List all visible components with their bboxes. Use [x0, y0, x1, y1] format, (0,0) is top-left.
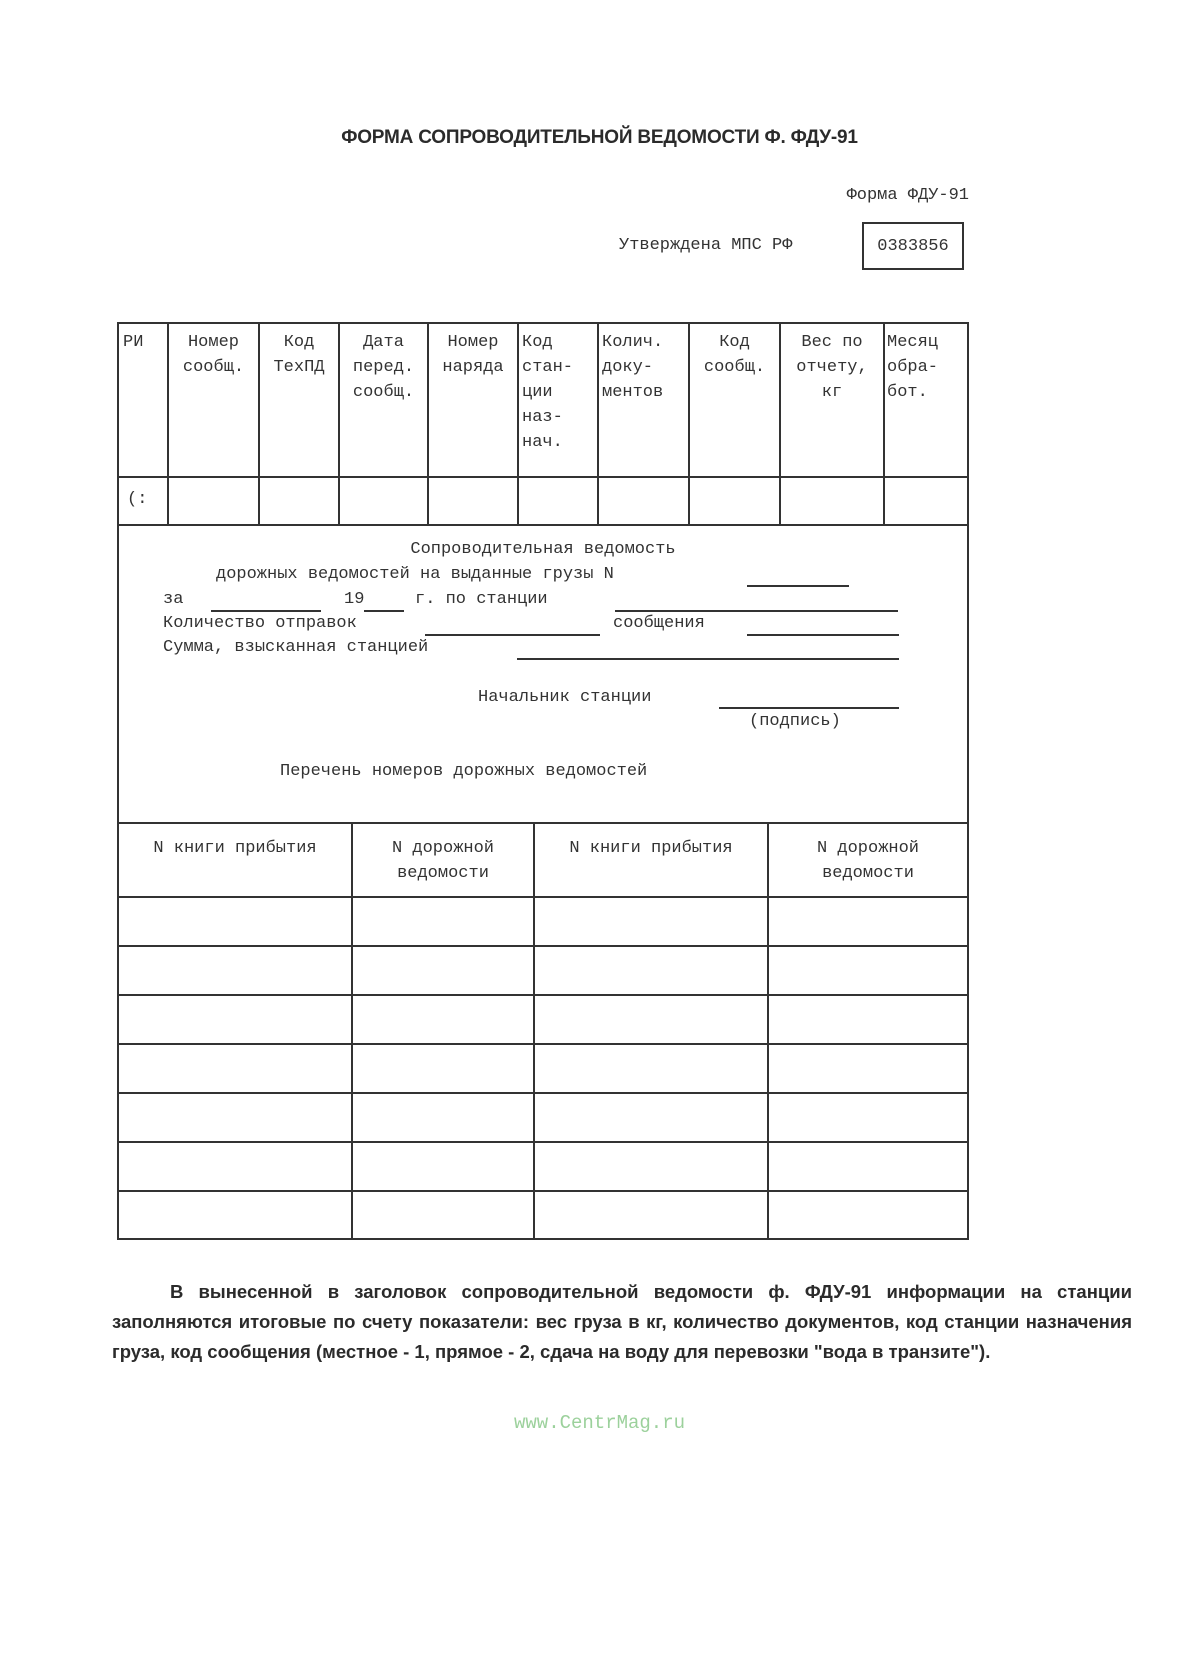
form-code: Форма ФДУ-91 [846, 186, 969, 205]
form-number-box [862, 222, 964, 270]
header-col-divider [597, 324, 599, 524]
header-cell-message-number: Номер сообщ. [182, 333, 245, 377]
page-title: ФОРМА СОПРОВОДИТЕЛЬНОЙ ВЕДОМОСТИ Ф. ФДУ-91 [341, 127, 858, 148]
header-cell-processing-month: Месяц обра- бот. [887, 333, 939, 402]
signature-line [719, 707, 899, 709]
list-header-arrival-book-2: N книги прибытия [569, 839, 733, 858]
signature-label: (подпись) [749, 712, 841, 731]
list-row-divider [119, 1043, 967, 1045]
list-header-arrival-book-1: N книги прибытия [153, 839, 317, 858]
header-cell-message-code: Код сообщ. [703, 333, 766, 377]
period-label: за [163, 590, 184, 609]
header-cell-reported-weight: Вес по отчету, кг [796, 333, 868, 402]
list-row-divider [119, 1190, 967, 1192]
statement-subtitle: дорожных ведомостей на выданные грузы N [216, 565, 614, 584]
form-frame [117, 322, 969, 1240]
list-title: Перечень номеров дорожных ведомостей [280, 762, 648, 781]
list-row-divider [119, 994, 967, 996]
sum-line [517, 658, 899, 660]
form-number: 0383856 [877, 236, 949, 256]
shipments-label: Количество отправок [163, 614, 357, 633]
list-row-divider [119, 1141, 967, 1143]
header-col-divider [883, 324, 885, 524]
header-row-divider [119, 476, 967, 478]
year-label: 19 [344, 590, 365, 609]
statement-title: Сопроводительная ведомость [410, 540, 676, 559]
shipments-line [425, 634, 600, 636]
list-row-divider [119, 945, 967, 947]
header-cell-ri: РИ [123, 333, 144, 352]
list-header-divider [119, 896, 967, 898]
list-col-divider [533, 822, 535, 1238]
first-row-mark: (: [127, 490, 148, 509]
sum-label: Сумма, взысканная станцией [163, 638, 429, 657]
header-cell-destination-code: Код стан- ции наз- нач. [522, 333, 574, 452]
list-header-road-statement-1: N дорожной ведомости [391, 839, 495, 883]
header-cell-techpd-code: Код ТехПД [273, 333, 325, 377]
list-row-divider [119, 1092, 967, 1094]
year-line [364, 610, 404, 612]
header-cell-document-count: Колич. доку- ментов [602, 333, 664, 402]
header-cell-transfer-date: Дата перед. сообщ. [352, 333, 415, 402]
header-bottom-divider [119, 524, 967, 526]
description-paragraph: В вынесенной в заголовок сопроводительной ведомости ф. ФДУ-91 информации на станции заполняются итоговые по счету показатели: вес груза в кг, количество документов, код станции назначения груза, код сообщения (местное - 1, прямое - 2, сдача на воду для перевозки "вода в транзите"). [112, 1281, 1132, 1362]
station-label: г. по станции [415, 590, 548, 609]
message-line [747, 634, 899, 636]
chief-label: Начальник станции [478, 688, 652, 707]
watermark: www.CentrMag.ru [513, 1412, 686, 1434]
list-header-road-statement-2: N дорожной ведомости [816, 839, 920, 883]
header-cell-order-number: Номер наряда [442, 333, 504, 377]
message-label: сообщения [613, 614, 705, 633]
statement-number-line [747, 585, 849, 587]
approved-by-label: Утверждена МПС РФ [619, 236, 793, 255]
list-top-divider [119, 822, 967, 824]
header-col-divider [517, 324, 519, 524]
